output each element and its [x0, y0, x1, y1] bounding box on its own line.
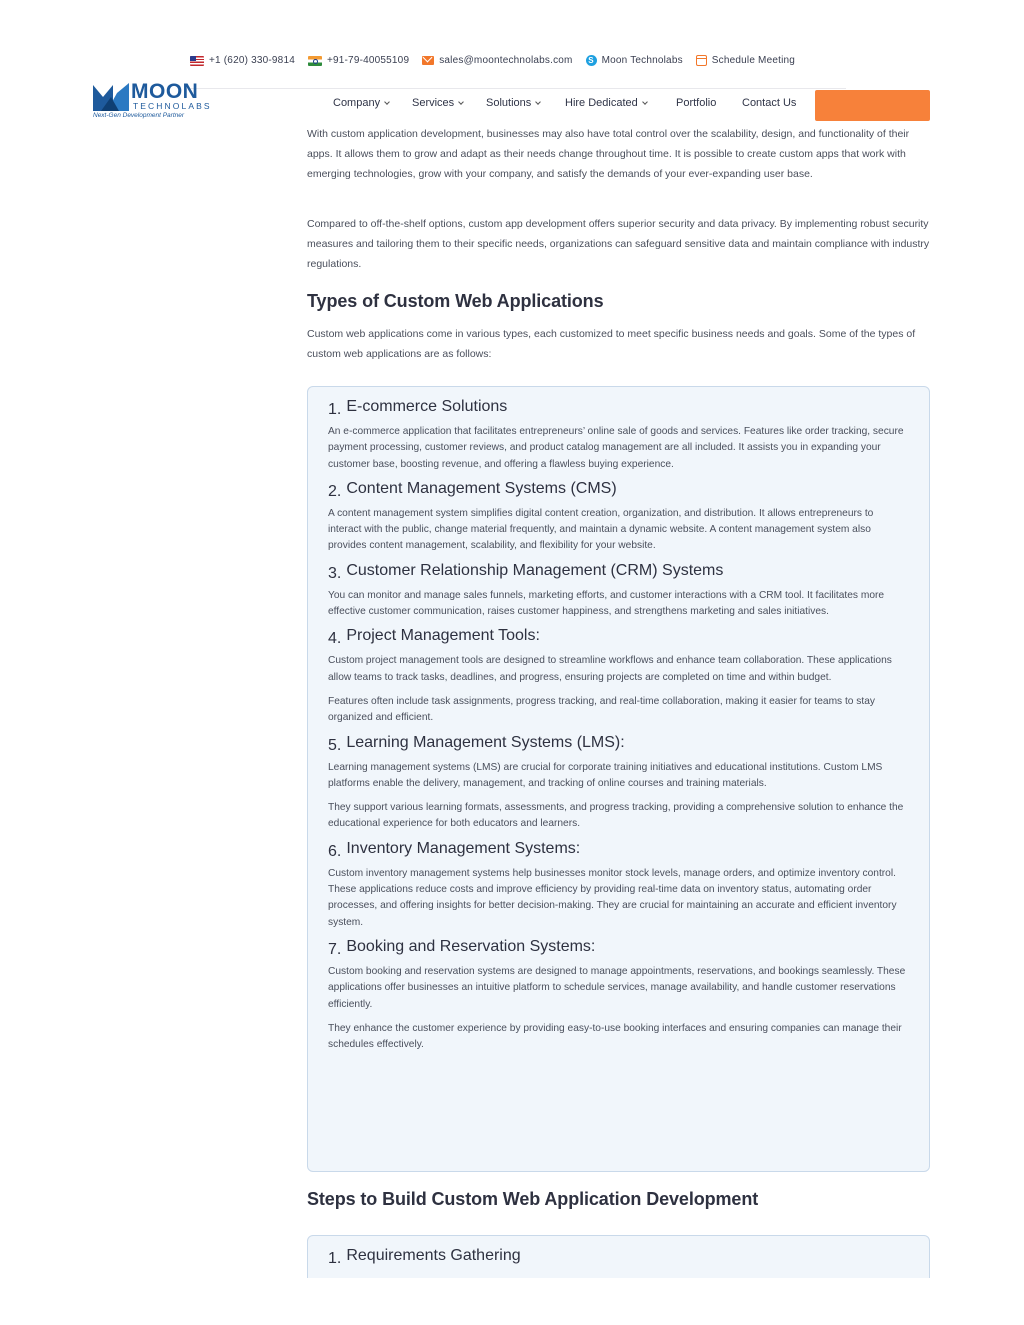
type-item: [328, 563, 909, 621]
logo-wordmark: MOON: [131, 80, 199, 103]
type-item-title: Booking and Reservation Systems:: [346, 937, 596, 955]
intro-paragraph-1-text: With custom application development, businesses may also have total control over the scalability, design, and functionality of their apps. It allows them to grow and adapt as their needs change throughout time. It is possible to create custom apps that work with emerging technologies, grow with your company, and satisfy the demands of your ever-expanding user base.: [307, 128, 910, 181]
india-phone-link[interactable]: [308, 55, 409, 66]
type-item-number: 2.: [328, 482, 342, 500]
type-item-heading: [328, 733, 909, 754]
type-item-description: Custom inventory management systems help businesses monitor stock levels, manage orders, and optimize inventory control. These applications reduce costs and improve efficiency by providing real-time data on inventory status, automating order processes, and offering insights for better decision-making. They are crucial for maintaining an accurate and efficient inventory system.: [328, 867, 897, 928]
moon-logo-mark-icon: [93, 83, 129, 111]
chevron-down-icon: [458, 99, 464, 105]
type-item: [328, 481, 909, 555]
type-item-description: Custom booking and reservation systems are designed to manage appointments, reservations, and bookings seamlessly. These applications offer businesses an intuitive platform to schedule services, manage availability, and handle customer reservations efficiently.: [328, 965, 906, 1010]
skype-icon: S: [586, 55, 597, 66]
type-item-description: A content management system simplifies digital content creation, organization, and distribution. It allows entrepreneurs to interact with the public, change material frequently, and maintain a dynamic website. A content management system also provides content management, scalability, and flexibility for your website.: [328, 507, 874, 552]
type-item-description: Features often include task assignments, progress tracking, and real-time collaboration, making it easier for teams to stay organized and efficient.: [328, 695, 875, 724]
types-description: [307, 324, 930, 364]
nav-item-label: Contact Us: [742, 97, 797, 109]
type-item: [328, 841, 909, 931]
type-item-heading: [328, 627, 909, 648]
nav-item-hire-dedicated[interactable]: [565, 97, 676, 109]
chevron-down-icon: [535, 99, 541, 105]
nav-item-services[interactable]: [412, 97, 486, 109]
schedule-meeting-text: Schedule Meeting: [711, 55, 796, 66]
type-item: [328, 735, 909, 833]
india-phone-text: +91-79-40055109: [326, 55, 410, 66]
contact-bar: [190, 53, 846, 89]
type-item-title: Customer Relationship Management (CRM) Systems: [346, 561, 724, 579]
chevron-down-icon: [642, 99, 648, 105]
type-item-description: You can monitor and manage sales funnels, marketing efforts, and customer interactions with a CRM tool. It facilitates more effective customer communication, raises customer happiness, and strengthens marketing and sales initiatives.: [328, 589, 885, 618]
type-item-title: Inventory Management Systems:: [346, 839, 581, 857]
skype-text: Moon Technolabs: [601, 55, 683, 66]
us-phone-link[interactable]: [190, 55, 295, 66]
types-heading: Types of Custom Web Applications: [307, 291, 604, 311]
intro-paragraph-1: [307, 125, 930, 205]
header-cta-button[interactable]: [815, 90, 930, 121]
type-item-title: Learning Management Systems (LMS):: [346, 733, 625, 751]
logo-tagline: Next-Gen Development Partner: [93, 112, 185, 119]
type-item-title: E-commerce Solutions: [346, 398, 508, 415]
type-item: [328, 939, 909, 1053]
type-item: [328, 628, 909, 726]
type-item-heading: [328, 937, 909, 958]
step-item-title: Requirements Gathering: [346, 1247, 521, 1264]
mail-icon: [422, 56, 434, 65]
intro-paragraph-2-text: Compared to off-the-shelf options, custom app development offers superior security and data privacy. By implementing robust security measures and tailoring them to their specific needs, organizations can safeguard sensitive data and maintain compliance with industry regulations.: [307, 218, 930, 271]
nav-item-label: Company: [333, 97, 381, 109]
schedule-meeting-link[interactable]: [696, 55, 795, 66]
page-bottom-edge: [0, 1278, 1024, 1325]
type-item-number: 1.: [328, 401, 342, 418]
nav-item-solutions[interactable]: [486, 97, 565, 109]
type-item-number: 3.: [328, 564, 342, 582]
types-list-box: [307, 386, 930, 1172]
type-item-number: 6.: [328, 842, 342, 860]
type-item-description: Learning management systems (LMS) are crucial for corporate training initiatives and educational institutions. Custom LMS platforms enable the delivery, management, and tracking of online courses and training materials.: [328, 761, 883, 789]
email-link[interactable]: [422, 55, 572, 66]
logo-subtitle: TECHNOLABS: [133, 101, 212, 111]
calendar-icon: [696, 55, 707, 66]
nav-item-label: Solutions: [486, 97, 532, 109]
us-flag-icon: [190, 56, 204, 66]
type-item-heading: [328, 398, 909, 418]
nav-item-company[interactable]: [333, 97, 412, 109]
type-item-number: 4.: [328, 630, 342, 648]
nav-item-contact-us[interactable]: [742, 97, 812, 109]
nav-item-portfolio[interactable]: [676, 97, 742, 109]
step-item-heading: [328, 1247, 909, 1267]
type-item-title: Project Management Tools:: [346, 627, 540, 645]
type-item-heading: [328, 839, 909, 860]
india-flag-icon: [308, 56, 322, 66]
type-item-description: They support various learning formats, assessments, and progress tracking, providing a comprehensive solution to enhance the educational experience for both educators and learners.: [328, 802, 904, 830]
email-text: sales@moontechnolabs.com: [439, 55, 573, 66]
type-item-description: They enhance the customer experience by providing easy-to-use booking interfaces and ensuring companies can manage their schedules effectively.: [328, 1022, 902, 1051]
main-nav: [333, 97, 812, 109]
nav-item-label: Portfolio: [676, 97, 717, 109]
type-item-heading: [328, 561, 909, 582]
us-phone-text: +1 (620) 330-9814: [209, 55, 295, 66]
type-item-title: Content Management Systems (CMS): [346, 479, 617, 497]
type-item-number: 7.: [328, 940, 342, 958]
type-item-number: 5.: [328, 736, 342, 754]
step-item-number: 1.: [328, 1250, 342, 1267]
nav-item-label: Hire Dedicated: [565, 97, 638, 109]
type-item-heading: [328, 479, 909, 500]
steps-heading: Steps to Build Custom Web Application Development: [307, 1189, 759, 1209]
type-item-description: Custom project management tools are designed to streamline workflows and enhance team collaboration. These applications allow teams to track tasks, deadlines, and progress, ensuring projects are completed on time and within budget.: [328, 655, 892, 683]
type-item: [328, 399, 909, 473]
chevron-down-icon: [384, 99, 390, 105]
skype-link[interactable]: [586, 55, 683, 66]
intro-paragraph-2: [307, 214, 930, 275]
type-item-description: An e-commerce application that facilitates entrepreneurs’ online sale of goods and services. Features like order tracking, secure payment processing, customer reviews, and product catalog management are all included. It assists you in expanding your customer base, boosting revenue, and offering a flawless buying experience.: [328, 426, 904, 470]
site-logo[interactable]: [93, 82, 213, 122]
nav-item-label: Services: [412, 97, 455, 109]
types-description-text: Custom web applications come in various types, each customized to meet specific business needs and goals. Some of the types of custom web applications are as follows:: [307, 328, 916, 361]
